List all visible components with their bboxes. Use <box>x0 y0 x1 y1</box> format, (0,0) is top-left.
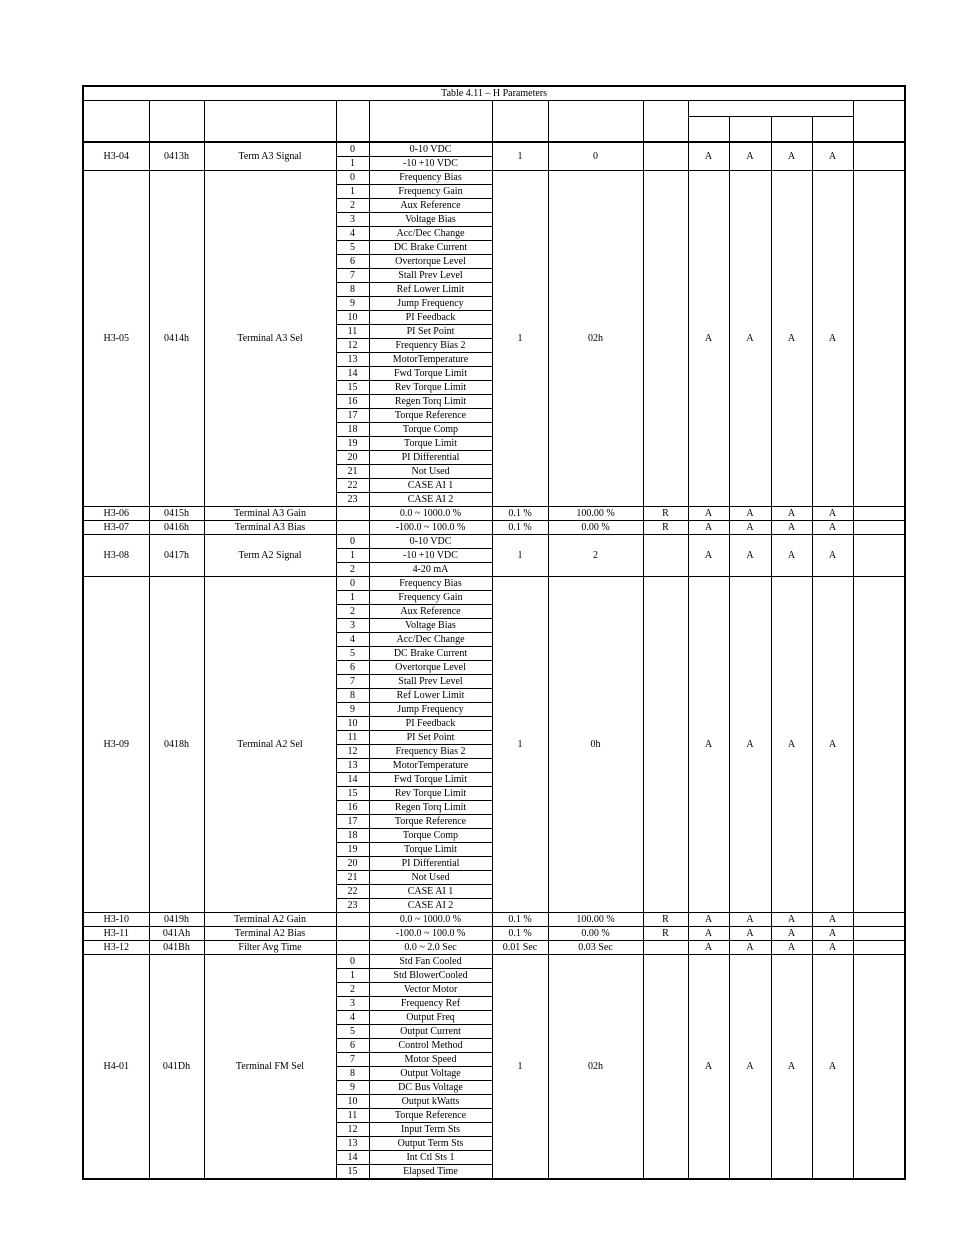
param-default: 2 <box>548 535 643 577</box>
access-level: A <box>812 535 853 577</box>
option-value: 21 <box>336 871 369 885</box>
option-value: 11 <box>336 1109 369 1123</box>
access-level: A <box>771 142 812 171</box>
param-change: R <box>643 913 688 927</box>
param-name: Term A3 Signal <box>204 142 336 171</box>
option-value: 4 <box>336 633 369 647</box>
blank-cell <box>336 507 369 521</box>
param-address: 0416h <box>149 521 204 535</box>
option-label: -10 +10 VDC <box>369 157 492 171</box>
param-name: Terminal A2 Sel <box>204 577 336 913</box>
header-cell <box>149 101 204 143</box>
option-label: Regen Torq Limit <box>369 395 492 409</box>
access-level: A <box>771 171 812 507</box>
access-level: A <box>771 955 812 1180</box>
param-range: 0.0 ~ 2.0 Sec <box>369 941 492 955</box>
param-default: 100.00 % <box>548 913 643 927</box>
option-value: 10 <box>336 311 369 325</box>
option-value: 4 <box>336 1011 369 1025</box>
option-value: 6 <box>336 1039 369 1053</box>
option-value: 0 <box>336 142 369 157</box>
option-label: Aux Reference <box>369 199 492 213</box>
param-address: 0418h <box>149 577 204 913</box>
option-value: 2 <box>336 199 369 213</box>
option-label: Output Freq <box>369 1011 492 1025</box>
table-row <box>83 927 905 941</box>
option-label: Torque Comp <box>369 423 492 437</box>
param-address: 0417h <box>149 535 204 577</box>
option-value: 15 <box>336 1165 369 1180</box>
option-label: Elapsed Time <box>369 1165 492 1180</box>
option-value: 7 <box>336 1053 369 1067</box>
option-value: 17 <box>336 409 369 423</box>
option-value: 2 <box>336 605 369 619</box>
param-number: H3-09 <box>83 577 149 913</box>
option-value: 3 <box>336 997 369 1011</box>
access-level: A <box>812 521 853 535</box>
option-label: Std Fan Cooled <box>369 955 492 969</box>
access-level: A <box>688 521 729 535</box>
option-value: 20 <box>336 451 369 465</box>
header-cell <box>643 101 688 143</box>
header-cell <box>83 101 149 143</box>
option-value: 5 <box>336 241 369 255</box>
param-address: 041Dh <box>149 955 204 1180</box>
access-level: A <box>771 577 812 913</box>
option-value: 14 <box>336 773 369 787</box>
option-label: Acc/Dec Change <box>369 633 492 647</box>
table-title: Table 4.11 – H Parameters <box>83 86 905 101</box>
option-value: 0 <box>336 577 369 591</box>
option-label: Voltage Bias <box>369 213 492 227</box>
access-level: A <box>688 941 729 955</box>
param-name: Terminal A2 Bias <box>204 927 336 941</box>
option-value: 1 <box>336 591 369 605</box>
param-name: Terminal A2 Gain <box>204 913 336 927</box>
option-label: Frequency Ref <box>369 997 492 1011</box>
option-value: 3 <box>336 619 369 633</box>
blank-cell <box>336 927 369 941</box>
blank-cell <box>853 941 905 955</box>
param-number: H4-01 <box>83 955 149 1180</box>
table-row <box>83 535 905 549</box>
param-increment: 0.1 % <box>492 927 548 941</box>
blank-cell <box>336 521 369 535</box>
option-value: 14 <box>336 367 369 381</box>
option-value: 5 <box>336 1025 369 1039</box>
access-level: A <box>729 913 771 927</box>
header-cell <box>204 101 336 143</box>
blank-cell <box>336 913 369 927</box>
option-label: MotorTemperature <box>369 353 492 367</box>
access-level: A <box>771 535 812 577</box>
option-label: Ref Lower Limit <box>369 689 492 703</box>
option-label: PI Set Point <box>369 325 492 339</box>
table-row <box>83 507 905 521</box>
option-value: 23 <box>336 493 369 507</box>
option-value: 13 <box>336 353 369 367</box>
option-label: CASE AI 2 <box>369 493 492 507</box>
blank-cell <box>853 913 905 927</box>
option-value: 13 <box>336 759 369 773</box>
option-label: 0-10 VDC <box>369 142 492 157</box>
param-default: 02h <box>548 955 643 1180</box>
option-label: Frequency Bias 2 <box>369 745 492 759</box>
access-level: A <box>771 927 812 941</box>
access-level: A <box>688 507 729 521</box>
option-value: 2 <box>336 563 369 577</box>
access-level: A <box>729 171 771 507</box>
option-label: Fwd Torque Limit <box>369 367 492 381</box>
param-range: 0.0 ~ 1000.0 % <box>369 913 492 927</box>
access-level: A <box>729 142 771 171</box>
option-label: Acc/Dec Change <box>369 227 492 241</box>
option-value: 13 <box>336 1137 369 1151</box>
option-label: Rev Torque Limit <box>369 787 492 801</box>
access-level: A <box>812 577 853 913</box>
option-label: Voltage Bias <box>369 619 492 633</box>
option-label: PI Feedback <box>369 717 492 731</box>
param-default: 02h <box>548 171 643 507</box>
option-value: 7 <box>336 269 369 283</box>
option-value: 1 <box>336 549 369 563</box>
param-change <box>643 941 688 955</box>
option-value: 11 <box>336 325 369 339</box>
access-level: A <box>688 955 729 1180</box>
param-range: 0.0 ~ 1000.0 % <box>369 507 492 521</box>
option-value: 18 <box>336 423 369 437</box>
table-row <box>83 171 905 185</box>
param-name: Terminal A3 Gain <box>204 507 336 521</box>
option-value: 8 <box>336 689 369 703</box>
access-level: A <box>729 521 771 535</box>
option-value: 6 <box>336 255 369 269</box>
param-name: Term A2 Signal <box>204 535 336 577</box>
option-value: 5 <box>336 647 369 661</box>
param-number: H3-04 <box>83 142 149 171</box>
option-value: 12 <box>336 339 369 353</box>
option-value: 0 <box>336 171 369 185</box>
option-value: 9 <box>336 297 369 311</box>
access-level: A <box>688 913 729 927</box>
option-label: Jump Frequency <box>369 703 492 717</box>
param-address: 041Bh <box>149 941 204 955</box>
option-value: 22 <box>336 479 369 493</box>
option-label: Ref Lower Limit <box>369 283 492 297</box>
access-level: A <box>729 535 771 577</box>
option-value: 1 <box>336 157 369 171</box>
option-label: PI Feedback <box>369 311 492 325</box>
option-label: Output kWatts <box>369 1095 492 1109</box>
option-label: Output Voltage <box>369 1067 492 1081</box>
header-cell <box>729 117 771 142</box>
blank-cell <box>853 507 905 521</box>
option-label: Control Method <box>369 1039 492 1053</box>
access-level: A <box>688 927 729 941</box>
table-row <box>83 913 905 927</box>
param-number: H3-12 <box>83 941 149 955</box>
option-label: 4-20 mA <box>369 563 492 577</box>
param-increment: 1 <box>492 142 548 171</box>
param-default: 0 <box>548 142 643 171</box>
option-value: 12 <box>336 745 369 759</box>
header-cell <box>853 101 905 143</box>
option-value: 4 <box>336 227 369 241</box>
param-change <box>643 577 688 913</box>
option-value: 15 <box>336 381 369 395</box>
param-number: H3-06 <box>83 507 149 521</box>
param-increment: 0.1 % <box>492 507 548 521</box>
option-label: Rev Torque Limit <box>369 381 492 395</box>
param-change: R <box>643 507 688 521</box>
blank-cell <box>853 955 905 1180</box>
option-value: 21 <box>336 465 369 479</box>
option-value: 6 <box>336 661 369 675</box>
table-row <box>83 142 905 157</box>
header-cell <box>369 101 492 143</box>
access-level: A <box>729 941 771 955</box>
option-value: 16 <box>336 801 369 815</box>
param-change <box>643 955 688 1180</box>
option-label: Overtorque Level <box>369 661 492 675</box>
param-address: 0419h <box>149 913 204 927</box>
param-name: Terminal A3 Sel <box>204 171 336 507</box>
option-value: 14 <box>336 1151 369 1165</box>
option-label: Vector Motor <box>369 983 492 997</box>
option-label: Frequency Bias 2 <box>369 339 492 353</box>
option-value: 0 <box>336 955 369 969</box>
option-value: 20 <box>336 857 369 871</box>
access-level: A <box>812 171 853 507</box>
param-change <box>643 535 688 577</box>
option-label: Frequency Gain <box>369 591 492 605</box>
option-value: 1 <box>336 185 369 199</box>
param-default: 0.03 Sec <box>548 941 643 955</box>
option-label: -10 +10 VDC <box>369 549 492 563</box>
header-cell <box>688 101 853 117</box>
option-value: 8 <box>336 283 369 297</box>
option-label: Frequency Gain <box>369 185 492 199</box>
option-label: DC Brake Current <box>369 241 492 255</box>
option-value: 17 <box>336 815 369 829</box>
option-label: Frequency Bias <box>369 171 492 185</box>
param-number: H3-07 <box>83 521 149 535</box>
option-label: PI Differential <box>369 857 492 871</box>
option-label: DC Bus Voltage <box>369 1081 492 1095</box>
param-number: H3-11 <box>83 927 149 941</box>
option-label: Regen Torq Limit <box>369 801 492 815</box>
access-level: A <box>729 507 771 521</box>
option-value: 19 <box>336 843 369 857</box>
option-value: 10 <box>336 717 369 731</box>
option-label: CASE AI 2 <box>369 899 492 913</box>
option-value: 11 <box>336 731 369 745</box>
option-label: Jump Frequency <box>369 297 492 311</box>
option-value: 19 <box>336 437 369 451</box>
option-value: 3 <box>336 213 369 227</box>
param-address: 0415h <box>149 507 204 521</box>
blank-cell <box>853 535 905 577</box>
access-level: A <box>812 955 853 1180</box>
option-label: CASE AI 1 <box>369 479 492 493</box>
access-level: A <box>771 941 812 955</box>
header-cell <box>688 117 729 142</box>
access-level: A <box>688 577 729 913</box>
option-label: Output Current <box>369 1025 492 1039</box>
option-label: Torque Reference <box>369 409 492 423</box>
header-cell <box>771 117 812 142</box>
param-default: 0.00 % <box>548 521 643 535</box>
option-value: 9 <box>336 1081 369 1095</box>
access-level: A <box>812 507 853 521</box>
header-cell <box>548 101 643 143</box>
blank-cell <box>853 577 905 913</box>
access-level: A <box>729 955 771 1180</box>
option-label: Overtorque Level <box>369 255 492 269</box>
blank-cell <box>853 927 905 941</box>
param-change: R <box>643 927 688 941</box>
option-label: Fwd Torque Limit <box>369 773 492 787</box>
option-label: CASE AI 1 <box>369 885 492 899</box>
option-label: Output Term Sts <box>369 1137 492 1151</box>
h-parameters-table <box>82 85 906 1180</box>
table-row <box>83 521 905 535</box>
access-level: A <box>688 535 729 577</box>
option-label: Torque Comp <box>369 829 492 843</box>
option-value: 16 <box>336 395 369 409</box>
option-label: Stall Prev Level <box>369 269 492 283</box>
access-level: A <box>688 171 729 507</box>
option-label: Torque Limit <box>369 843 492 857</box>
option-label: DC Brake Current <box>369 647 492 661</box>
param-default: 0.00 % <box>548 927 643 941</box>
blank-cell <box>853 142 905 171</box>
option-value: 1 <box>336 969 369 983</box>
option-value: 22 <box>336 885 369 899</box>
option-label: Aux Reference <box>369 605 492 619</box>
param-number: H3-08 <box>83 535 149 577</box>
option-label: Input Term Sts <box>369 1123 492 1137</box>
option-value: 2 <box>336 983 369 997</box>
option-label: Stall Prev Level <box>369 675 492 689</box>
param-address: 0414h <box>149 171 204 507</box>
param-range: -100.0 ~ 100.0 % <box>369 521 492 535</box>
access-level: A <box>771 913 812 927</box>
option-label: 0-10 VDC <box>369 535 492 549</box>
option-label: MotorTemperature <box>369 759 492 773</box>
option-value: 7 <box>336 675 369 689</box>
param-increment: 0.1 % <box>492 521 548 535</box>
param-address: 0413h <box>149 142 204 171</box>
param-increment: 1 <box>492 577 548 913</box>
option-value: 12 <box>336 1123 369 1137</box>
access-level: A <box>812 913 853 927</box>
option-label: Torque Limit <box>369 437 492 451</box>
access-level: A <box>729 927 771 941</box>
option-label: Motor Speed <box>369 1053 492 1067</box>
param-name: Filter Avg Time <box>204 941 336 955</box>
param-name: Terminal FM Sel <box>204 955 336 1180</box>
option-label: Frequency Bias <box>369 577 492 591</box>
blank-cell <box>853 171 905 507</box>
param-increment: 1 <box>492 955 548 1180</box>
param-change: R <box>643 521 688 535</box>
param-number: H3-10 <box>83 913 149 927</box>
header-cell <box>812 117 853 142</box>
param-name: Terminal A3 Bias <box>204 521 336 535</box>
access-level: A <box>688 142 729 171</box>
option-value: 0 <box>336 535 369 549</box>
option-value: 8 <box>336 1067 369 1081</box>
header-cell <box>336 101 369 143</box>
param-change <box>643 142 688 171</box>
option-label: PI Differential <box>369 451 492 465</box>
option-label: Not Used <box>369 465 492 479</box>
option-value: 9 <box>336 703 369 717</box>
access-level: A <box>729 577 771 913</box>
option-value: 10 <box>336 1095 369 1109</box>
access-level: A <box>771 521 812 535</box>
access-level: A <box>812 142 853 171</box>
option-label: Torque Reference <box>369 1109 492 1123</box>
table-row <box>83 955 905 969</box>
option-label: PI Set Point <box>369 731 492 745</box>
param-increment: 1 <box>492 171 548 507</box>
option-value: 23 <box>336 899 369 913</box>
option-label: Torque Reference <box>369 815 492 829</box>
access-level: A <box>771 507 812 521</box>
param-range: -100.0 ~ 100.0 % <box>369 927 492 941</box>
option-label: Int Ctl Sts 1 <box>369 1151 492 1165</box>
table-row <box>83 941 905 955</box>
param-number: H3-05 <box>83 171 149 507</box>
blank-cell <box>336 941 369 955</box>
param-increment: 0.1 % <box>492 913 548 927</box>
param-default: 100.00 % <box>548 507 643 521</box>
param-address: 041Ah <box>149 927 204 941</box>
option-label: Std BlowerCooled <box>369 969 492 983</box>
param-increment: 1 <box>492 535 548 577</box>
option-label: Not Used <box>369 871 492 885</box>
option-value: 18 <box>336 829 369 843</box>
access-level: A <box>812 941 853 955</box>
table-row <box>83 577 905 591</box>
param-default: 0h <box>548 577 643 913</box>
access-level: A <box>812 927 853 941</box>
option-value: 15 <box>336 787 369 801</box>
header-cell <box>492 101 548 143</box>
param-increment: 0.01 Sec <box>492 941 548 955</box>
param-change <box>643 171 688 507</box>
blank-cell <box>853 521 905 535</box>
